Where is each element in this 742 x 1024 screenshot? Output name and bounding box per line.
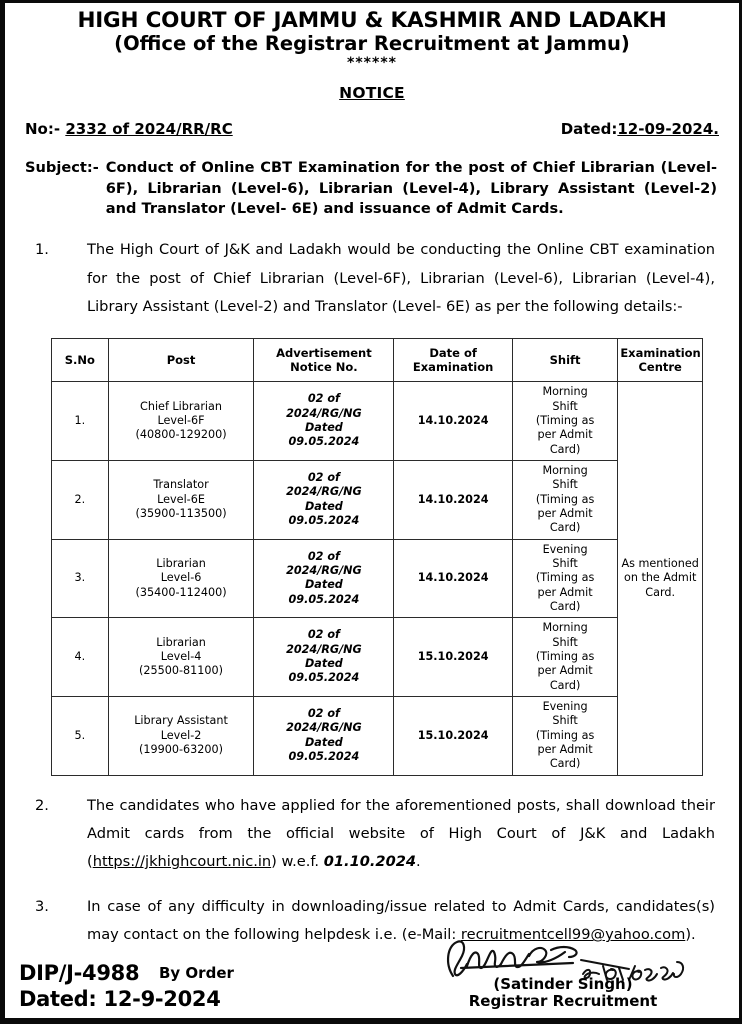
cell-sno: 5.	[52, 696, 109, 775]
signatory-name: (Satinder Singh)	[493, 974, 633, 993]
court-name-heading: HIGH COURT OF JAMMU & KASHMIR AND LADAKH	[77, 8, 667, 33]
paragraph-1-number: 1.	[35, 241, 49, 259]
subject-block	[19, 158, 725, 220]
column-header-post: Post	[108, 338, 254, 382]
reference-date-label: Dated:	[560, 120, 618, 139]
cell-sno: 3.	[52, 539, 109, 618]
reference-number-label: No:-	[25, 120, 61, 139]
cell-sno: 4.	[52, 618, 109, 697]
cell-post: Chief Librarian Level-6F (40800-129200)	[108, 382, 254, 461]
subject-label: Subject:-	[25, 159, 99, 177]
table-header-row	[52, 338, 703, 382]
cell-date: 15.10.2024	[394, 618, 512, 697]
document-sheet	[5, 3, 739, 1018]
cell-date: 14.10.2024	[394, 460, 512, 539]
star-separator: ******	[347, 55, 397, 72]
dip-block	[19, 960, 221, 1013]
reference-number-value: 2332 of 2024/RR/RC	[65, 120, 233, 139]
cell-post: Library Assistant Level-2 (19900-63200)	[108, 696, 254, 775]
dip-number: DIP/J-4988	[19, 960, 140, 985]
jkhighcourt-website-link[interactable]: https://jkhighcourt.nic.in	[92, 853, 272, 871]
cell-advertisement: 02 of 2024/RG/NG Dated 09.05.2024	[254, 618, 394, 697]
paragraph-3-number: 3.	[35, 897, 49, 915]
reference-date	[561, 120, 719, 138]
dip-dated: Dated: 12-9-2024	[19, 986, 221, 1011]
cell-date: 15.10.2024	[394, 696, 512, 775]
exam-details-table-wrapper	[51, 338, 703, 776]
column-header-advertisement-notice-no: Advertisement Notice No.	[254, 338, 394, 382]
paragraph-2-text-end: .	[416, 853, 421, 871]
cell-advertisement: 02 of 2024/RG/NG Dated 09.05.2024	[254, 460, 394, 539]
cell-shift: Morning Shift (Timing as per Admit Card)	[512, 460, 617, 539]
helpdesk-email-link[interactable]: recruitmentcell99@yahoo.com	[460, 926, 686, 944]
cell-examination-centre-merged: As mentioned on the Admit Card.	[618, 382, 703, 775]
table-row	[52, 618, 703, 697]
reference-date-value: 12-09-2024.	[617, 120, 719, 139]
signature-block	[413, 936, 713, 1011]
cell-sno: 1.	[52, 382, 109, 461]
cell-date: 14.10.2024	[394, 539, 512, 618]
cell-post: Librarian Level-4 (25500-81100)	[108, 618, 254, 697]
paragraph-2-text-lead: The candidates who have applied for the aforementioned posts, shall download their Admit cards from the official website of High Court of J&K and Ladakh (	[87, 796, 715, 871]
table-row	[52, 382, 703, 461]
table-row	[52, 460, 703, 539]
paragraph-1-text: The High Court of J&K and Ladakh would be conducting the Online CBT examination for the post of Chief Librarian (Level-6F), Librarian (Level-6), Librarian (Level-4), Library Assistant (Level-2) and Translator (Level- 6E) as per the following details:-	[87, 241, 715, 316]
cell-shift: Morning Shift (Timing as per Admit Card)	[512, 382, 617, 461]
paragraph-2-text-mid: ) w.e.f.	[271, 853, 324, 871]
admit-card-release-date: 01.10.2024	[323, 853, 417, 871]
cell-advertisement: 02 of 2024/RG/NG Dated 09.05.2024	[254, 382, 394, 461]
paragraph-3-text-end: ).	[685, 926, 696, 944]
cell-shift: Morning Shift (Timing as per Admit Card)	[512, 618, 617, 697]
cell-advertisement: 02 of 2024/RG/NG Dated 09.05.2024	[254, 539, 394, 618]
reference-number	[25, 120, 233, 138]
table-row	[52, 539, 703, 618]
cell-shift: Evening Shift (Timing as per Admit Card)	[512, 539, 617, 618]
notice-title: NOTICE	[339, 84, 405, 103]
column-header-shift: Shift	[512, 338, 617, 382]
table-row	[52, 696, 703, 775]
subject-text: Conduct of Online CBT Examination for the post of Chief Librarian (Level-6F), Librarian (Level-6), Librarian (Level-4), Library Assistant (Level-2) and Translator (Level- 6E) and issuance of Admit Cards.	[105, 159, 717, 218]
paragraph-1	[19, 236, 725, 321]
cell-date: 14.10.2024	[394, 382, 512, 461]
cell-advertisement: 02 of 2024/RG/NG Dated 09.05.2024	[254, 696, 394, 775]
cell-sno: 2.	[52, 460, 109, 539]
cell-post: Translator Level-6E (35900-113500)	[108, 460, 254, 539]
cell-post: Librarian Level-6 (35400-112400)	[108, 539, 254, 618]
exam-details-table	[51, 338, 703, 776]
signatory-designation: Registrar Recruitment	[468, 991, 658, 1010]
paragraph-3-text-lead: In case of any difficulty in downloading/issue related to Admit Cards, candidates(s) may contact on the following helpdesk i.e. (e-Mail:	[87, 897, 715, 944]
by-order-label: By Order	[159, 963, 234, 982]
reference-row	[19, 120, 725, 138]
cell-shift: Evening Shift (Timing as per Admit Card)	[512, 696, 617, 775]
paragraph-2-text	[87, 792, 715, 877]
office-subheading: (Office of the Registrar Recruitment at Jammu)	[114, 32, 630, 56]
column-header-sno: S.No	[52, 338, 109, 382]
column-header-date-of-examination: Date of Examination	[394, 338, 512, 382]
paragraph-2	[19, 792, 725, 877]
paragraph-2-number: 2.	[35, 796, 49, 814]
column-header-examination-centre: Examination Centre	[618, 338, 703, 382]
